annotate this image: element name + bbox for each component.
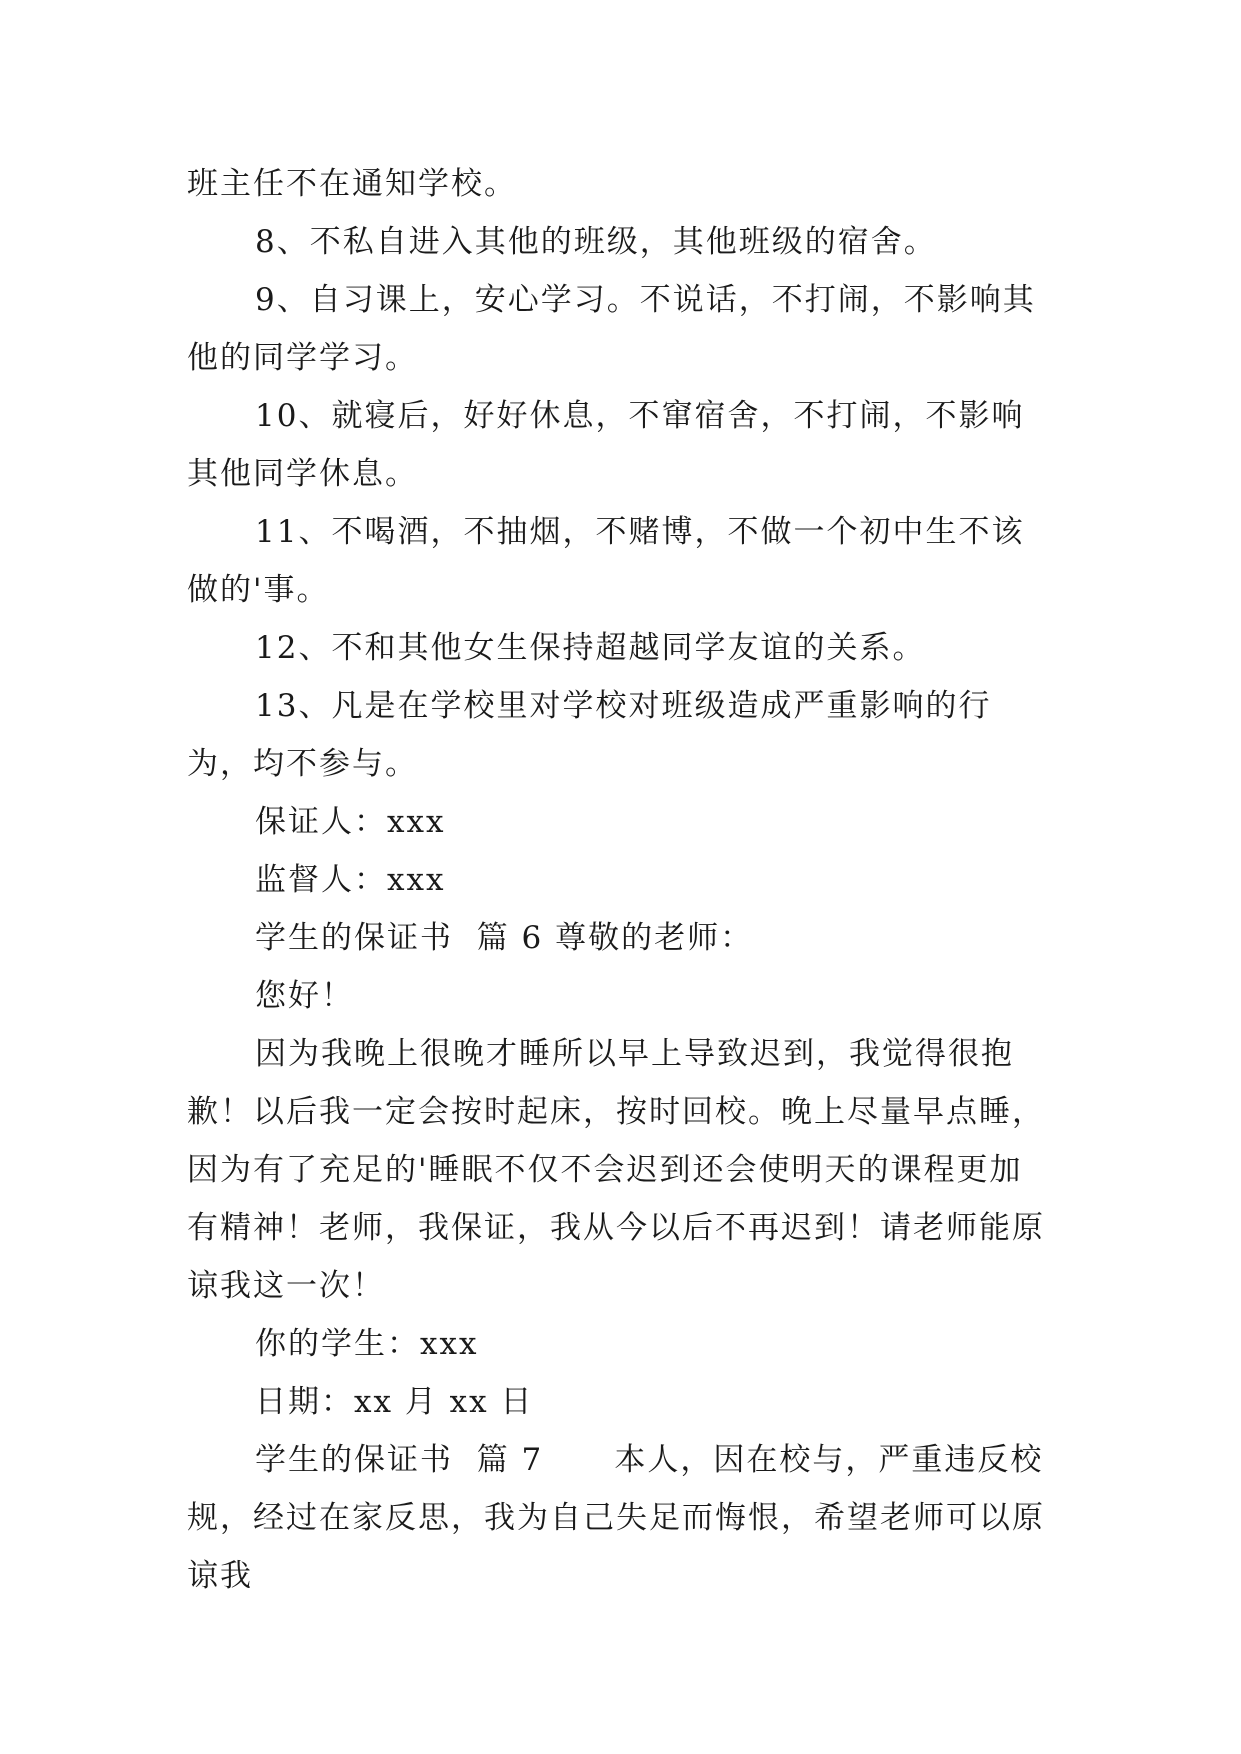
greeting: 您好！ [255,978,354,1014]
document-body [187,155,1053,1605]
guarantor-line: 保证人：xxx [255,804,446,840]
rule-item-10: 10、就寝后，好好休息，不窜宿舍，不打闹，不影响其他同学休息。 [187,398,1025,492]
supervisor-line: 监督人：xxx [255,862,446,898]
rule-item-9: 9、自习课上，安心学习。不说话，不打闹，不影响其他的同学学习。 [187,282,1036,376]
rule-item-13: 13、凡是在学校里对学校对班级造成严重影响的行为，均不参与。 [187,688,992,782]
rule-item-12: 12、不和其他女生保持超越同学友谊的关系。 [255,630,926,666]
apology-paragraph: 因为我晚上很晚才睡所以早上导致迟到，我觉得很抱歉！以后我一定会按时起床，按时回校。晚上尽量早点睡，因为有了充足的'睡眠不仅不会迟到还会使明天的课程更加有精神！老师，我保证，我从今以后不再迟到！请老师能原谅我这一次！ [187,1036,1045,1304]
section-6-heading: 学生的保证书 篇 6 尊敬的老师： [255,920,754,956]
student-signature-line: 你的学生：xxx [255,1326,479,1362]
section-7-paragraph: 学生的保证书 篇 7 本人，因在校与，严重违反校规，经过在家反思，我为自己失足而悔恨，希望老师可以原谅我 [187,1442,1045,1594]
date-line: 日期：xx 月 xx 日 [255,1384,534,1420]
rule-item-11: 11、不喝酒，不抽烟，不赌博，不做一个初中生不该做的'事。 [187,514,1025,608]
rule-item-8: 8、不私自进入其他的班级，其他班级的宿舍。 [255,224,937,260]
paragraph-continuation: 班主任不在通知学校。 [187,166,517,202]
